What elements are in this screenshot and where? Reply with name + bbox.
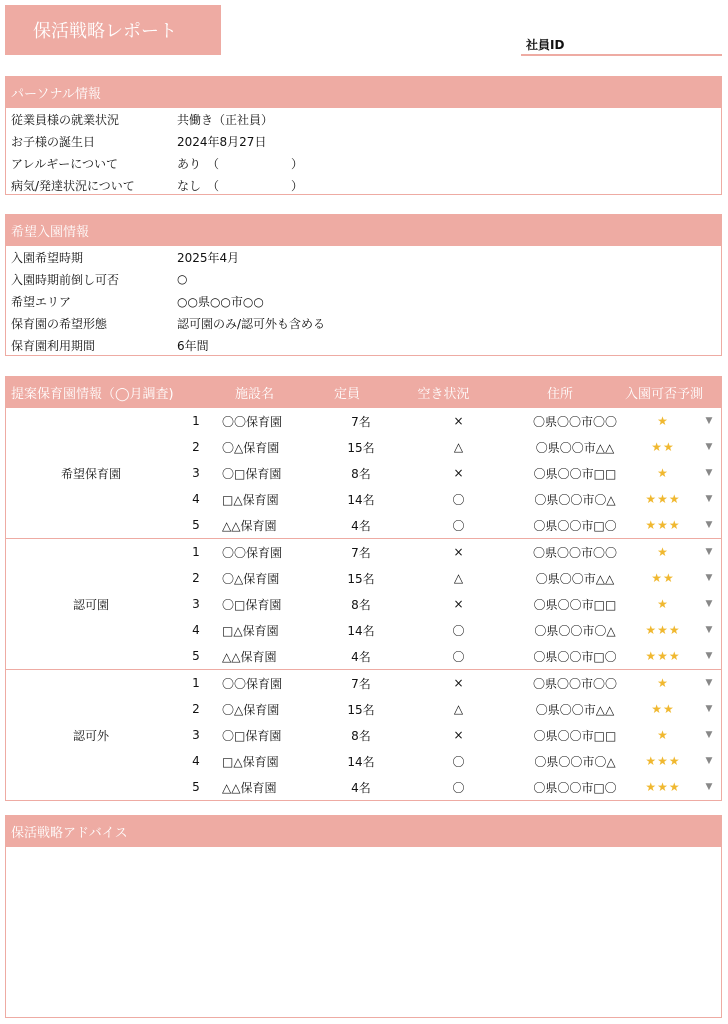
capacity[interactable]: 8名 [351,466,371,481]
address[interactable]: 〇県〇〇市〇△ [534,754,616,769]
prediction-stars[interactable]: ★★★ [645,754,681,768]
prediction-stars[interactable]: ★ [657,466,669,480]
facility-name[interactable]: □△保育園 [222,754,279,769]
personal-row [6,174,721,196]
allergy-value[interactable]: あり （ ） [177,156,304,171]
vacancy-status[interactable]: × [453,545,464,559]
table-row [176,591,721,617]
prediction-stars[interactable]: ★★★ [645,492,681,506]
table-row [176,565,721,591]
prediction-stars[interactable]: ★★★ [645,649,681,663]
chevron-down-icon[interactable]: ▼ [705,494,713,504]
row-number: 5 [192,518,200,532]
entry-row [6,290,721,312]
address[interactable]: 〇県〇〇市△△ [535,571,615,586]
entry-info-section [5,214,722,356]
facility-name[interactable]: □△保育園 [222,623,279,638]
header-address: 住所 [546,387,573,402]
early-entry-value[interactable]: ○ [177,272,188,286]
vacancy-status[interactable]: 〇 [452,623,465,638]
row-number: 1 [192,545,200,559]
prediction-stars[interactable]: ★ [657,545,669,559]
capacity[interactable]: 4名 [351,518,371,533]
vacancy-status[interactable]: × [453,676,464,690]
table-row [176,696,721,722]
entry-row [6,312,721,334]
health-status-value[interactable]: なし （ ） [177,178,304,193]
table-row [176,486,721,512]
vacancy-status[interactable]: × [453,597,464,611]
capacity[interactable]: 14名 [347,623,375,638]
chevron-down-icon[interactable]: ▼ [705,520,713,530]
row-number: 1 [192,676,200,690]
group-rows [176,670,721,800]
row-number: 3 [192,466,200,480]
chevron-down-icon[interactable]: ▼ [705,704,713,714]
table-header [6,377,721,408]
capacity[interactable]: 15名 [347,702,375,717]
row-number: 2 [192,571,200,585]
vacancy-status[interactable]: △ [453,571,464,585]
row-number: 4 [192,623,200,637]
chevron-down-icon[interactable]: ▼ [705,651,713,661]
prediction-stars[interactable]: ★ [657,676,669,690]
facility-name[interactable]: 〇△保育園 [222,440,280,455]
employee-id-field[interactable]: 社員ID [521,32,722,56]
address[interactable]: 〇県〇〇市□□ [533,466,617,481]
row-number: 4 [192,492,200,506]
chevron-down-icon[interactable]: ▼ [705,468,713,478]
prediction-stars[interactable]: ★ [657,728,669,742]
table-row [176,460,721,486]
row-number: 3 [192,597,200,611]
facility-name[interactable]: 〇△保育園 [222,571,280,586]
prediction-stars[interactable]: ★★ [651,702,675,716]
chevron-down-icon[interactable]: ▼ [705,599,713,609]
capacity[interactable]: 8名 [351,597,371,612]
chevron-down-icon[interactable]: ▼ [705,573,713,583]
table-row [176,617,721,643]
field-label: お子様の誕生日 [11,134,96,149]
field-label: 入園時期前倒し可否 [11,272,120,287]
group-rows [176,408,721,538]
vacancy-status[interactable]: 〇 [452,492,465,507]
capacity[interactable]: 7名 [351,414,371,429]
row-number: 2 [192,702,200,716]
row-number: 1 [192,414,200,428]
prediction-stars[interactable]: ★★ [651,440,675,454]
facility-name[interactable]: 〇□保育園 [222,466,282,481]
chevron-down-icon[interactable]: ▼ [705,625,713,635]
vacancy-status[interactable]: △ [453,702,464,716]
capacity[interactable]: 15名 [347,571,375,586]
group-label: 認可外 [72,728,109,743]
vacancy-status[interactable]: × [453,728,464,742]
facility-name[interactable]: △△保育園 [222,649,277,664]
table-row [176,722,721,748]
nursery-type-value[interactable]: 認可園のみ/認可外も含める [177,316,326,331]
table-body [6,408,721,800]
address[interactable]: 〇県〇〇市〇△ [534,623,616,638]
entry-row [6,268,721,290]
table-row [176,408,721,434]
facility-name[interactable]: 〇〇保育園 [222,545,283,560]
vacancy-status[interactable]: 〇 [452,649,465,664]
prediction-stars[interactable]: ★★★ [645,623,681,637]
address[interactable]: 〇県〇〇市〇△ [534,492,616,507]
table-row [176,512,721,538]
field-label: 保育園の希望形態 [11,316,108,331]
address[interactable]: 〇県〇〇市□〇 [533,649,617,664]
vacancy-status[interactable]: × [453,414,464,428]
chevron-down-icon[interactable]: ▼ [705,730,713,740]
personal-info-section [5,76,722,195]
advice-text-area[interactable] [6,847,721,1017]
chevron-down-icon[interactable]: ▼ [705,756,713,766]
entry-period-value[interactable]: 2025年4月 [177,250,240,265]
field-label: 従業員様の就業状況 [11,112,120,127]
chevron-down-icon[interactable]: ▼ [705,782,713,792]
address[interactable]: 〇県〇〇市□〇 [533,780,617,795]
page-title: 保活戦略レポート [5,5,221,55]
entry-info-heading: 希望入園情報 [6,215,721,246]
vacancy-status[interactable]: 〇 [452,754,465,769]
address[interactable]: 〇県〇〇市△△ [535,440,615,455]
personal-row [6,130,721,152]
vacancy-status[interactable]: × [453,466,464,480]
field-label: アレルギーについて [11,156,118,171]
table-group [6,669,721,800]
advice-heading: 保活戦略アドバイス [6,816,721,847]
capacity[interactable]: 15名 [347,440,375,455]
entry-row [6,246,721,268]
facility-name[interactable]: △△保育園 [222,780,277,795]
row-number: 3 [192,728,200,742]
table-row [176,670,721,696]
facility-name[interactable]: 〇□保育園 [222,597,282,612]
chevron-down-icon[interactable]: ▼ [705,416,713,426]
prediction-stars[interactable]: ★ [657,414,669,428]
header-category: 提案保育園情報（◯月調査) [11,387,174,402]
prediction-stars[interactable]: ★★★ [645,518,681,532]
table-row [176,774,721,800]
address[interactable]: 〇県〇〇市□□ [533,597,617,612]
address[interactable]: 〇県〇〇市△△ [535,702,615,717]
row-number: 2 [192,440,200,454]
vacancy-status[interactable]: 〇 [452,518,465,533]
usage-period-value[interactable]: 6年間 [177,338,209,353]
address[interactable]: 〇県〇〇市〇〇 [532,545,617,560]
facility-name[interactable]: 〇〇保育園 [222,676,283,691]
field-label: 病気/発達状況について [11,178,135,193]
vacancy-status[interactable]: △ [453,440,464,454]
table-row [176,434,721,460]
chevron-down-icon[interactable]: ▼ [705,547,713,557]
employment-status-value[interactable]: 共働き（正社員） [177,112,274,127]
table-group [6,408,721,538]
capacity[interactable]: 8名 [351,728,371,743]
header-vacancy: 空き状況 [417,387,470,402]
table-group [6,538,721,669]
field-label: 保育園利用期間 [11,338,96,353]
capacity[interactable]: 7名 [351,676,371,691]
facility-name[interactable]: □△保育園 [222,492,279,507]
entry-row [6,334,721,356]
personal-row [6,152,721,174]
capacity[interactable]: 14名 [347,492,375,507]
vacancy-status[interactable]: 〇 [452,780,465,795]
personal-row [6,108,721,130]
capacity[interactable]: 7名 [351,545,371,560]
prediction-stars[interactable]: ★★ [651,571,675,585]
capacity[interactable]: 4名 [351,649,371,664]
row-number: 5 [192,649,200,663]
address[interactable]: 〇県〇〇市〇〇 [532,676,617,691]
address[interactable]: 〇県〇〇市□〇 [533,518,617,533]
group-label: 認可園 [72,597,109,612]
header-name: 施設名 [234,387,274,402]
address[interactable]: 〇県〇〇市〇〇 [532,414,617,429]
capacity[interactable]: 14名 [347,754,375,769]
child-birthday-value[interactable]: 2024年8月27日 [177,134,267,149]
table-row [176,643,721,669]
facility-name[interactable]: 〇□保育園 [222,728,282,743]
group-rows [176,539,721,669]
row-number: 5 [192,780,200,794]
area-value[interactable]: ○○県○○市○○ [177,294,264,309]
facility-name[interactable]: △△保育園 [222,518,277,533]
personal-info-heading: パーソナル情報 [6,77,721,108]
header-capacity: 定員 [333,387,360,402]
chevron-down-icon[interactable]: ▼ [705,442,713,452]
chevron-down-icon[interactable]: ▼ [705,678,713,688]
advice-section [5,815,722,1018]
facility-name[interactable]: 〇△保育園 [222,702,280,717]
prediction-stars[interactable]: ★★★ [645,780,681,794]
table-row [176,539,721,565]
proposal-table [5,376,722,801]
header-prediction: 入園可否予測 [624,387,703,402]
field-label: 入園希望時期 [11,250,84,265]
group-label: 希望保育園 [60,466,121,481]
address[interactable]: 〇県〇〇市□□ [533,728,617,743]
field-label: 希望エリア [11,294,72,309]
facility-name[interactable]: 〇〇保育園 [222,414,283,429]
table-row [176,748,721,774]
row-number: 4 [192,754,200,768]
prediction-stars[interactable]: ★ [657,597,669,611]
capacity[interactable]: 4名 [351,780,371,795]
